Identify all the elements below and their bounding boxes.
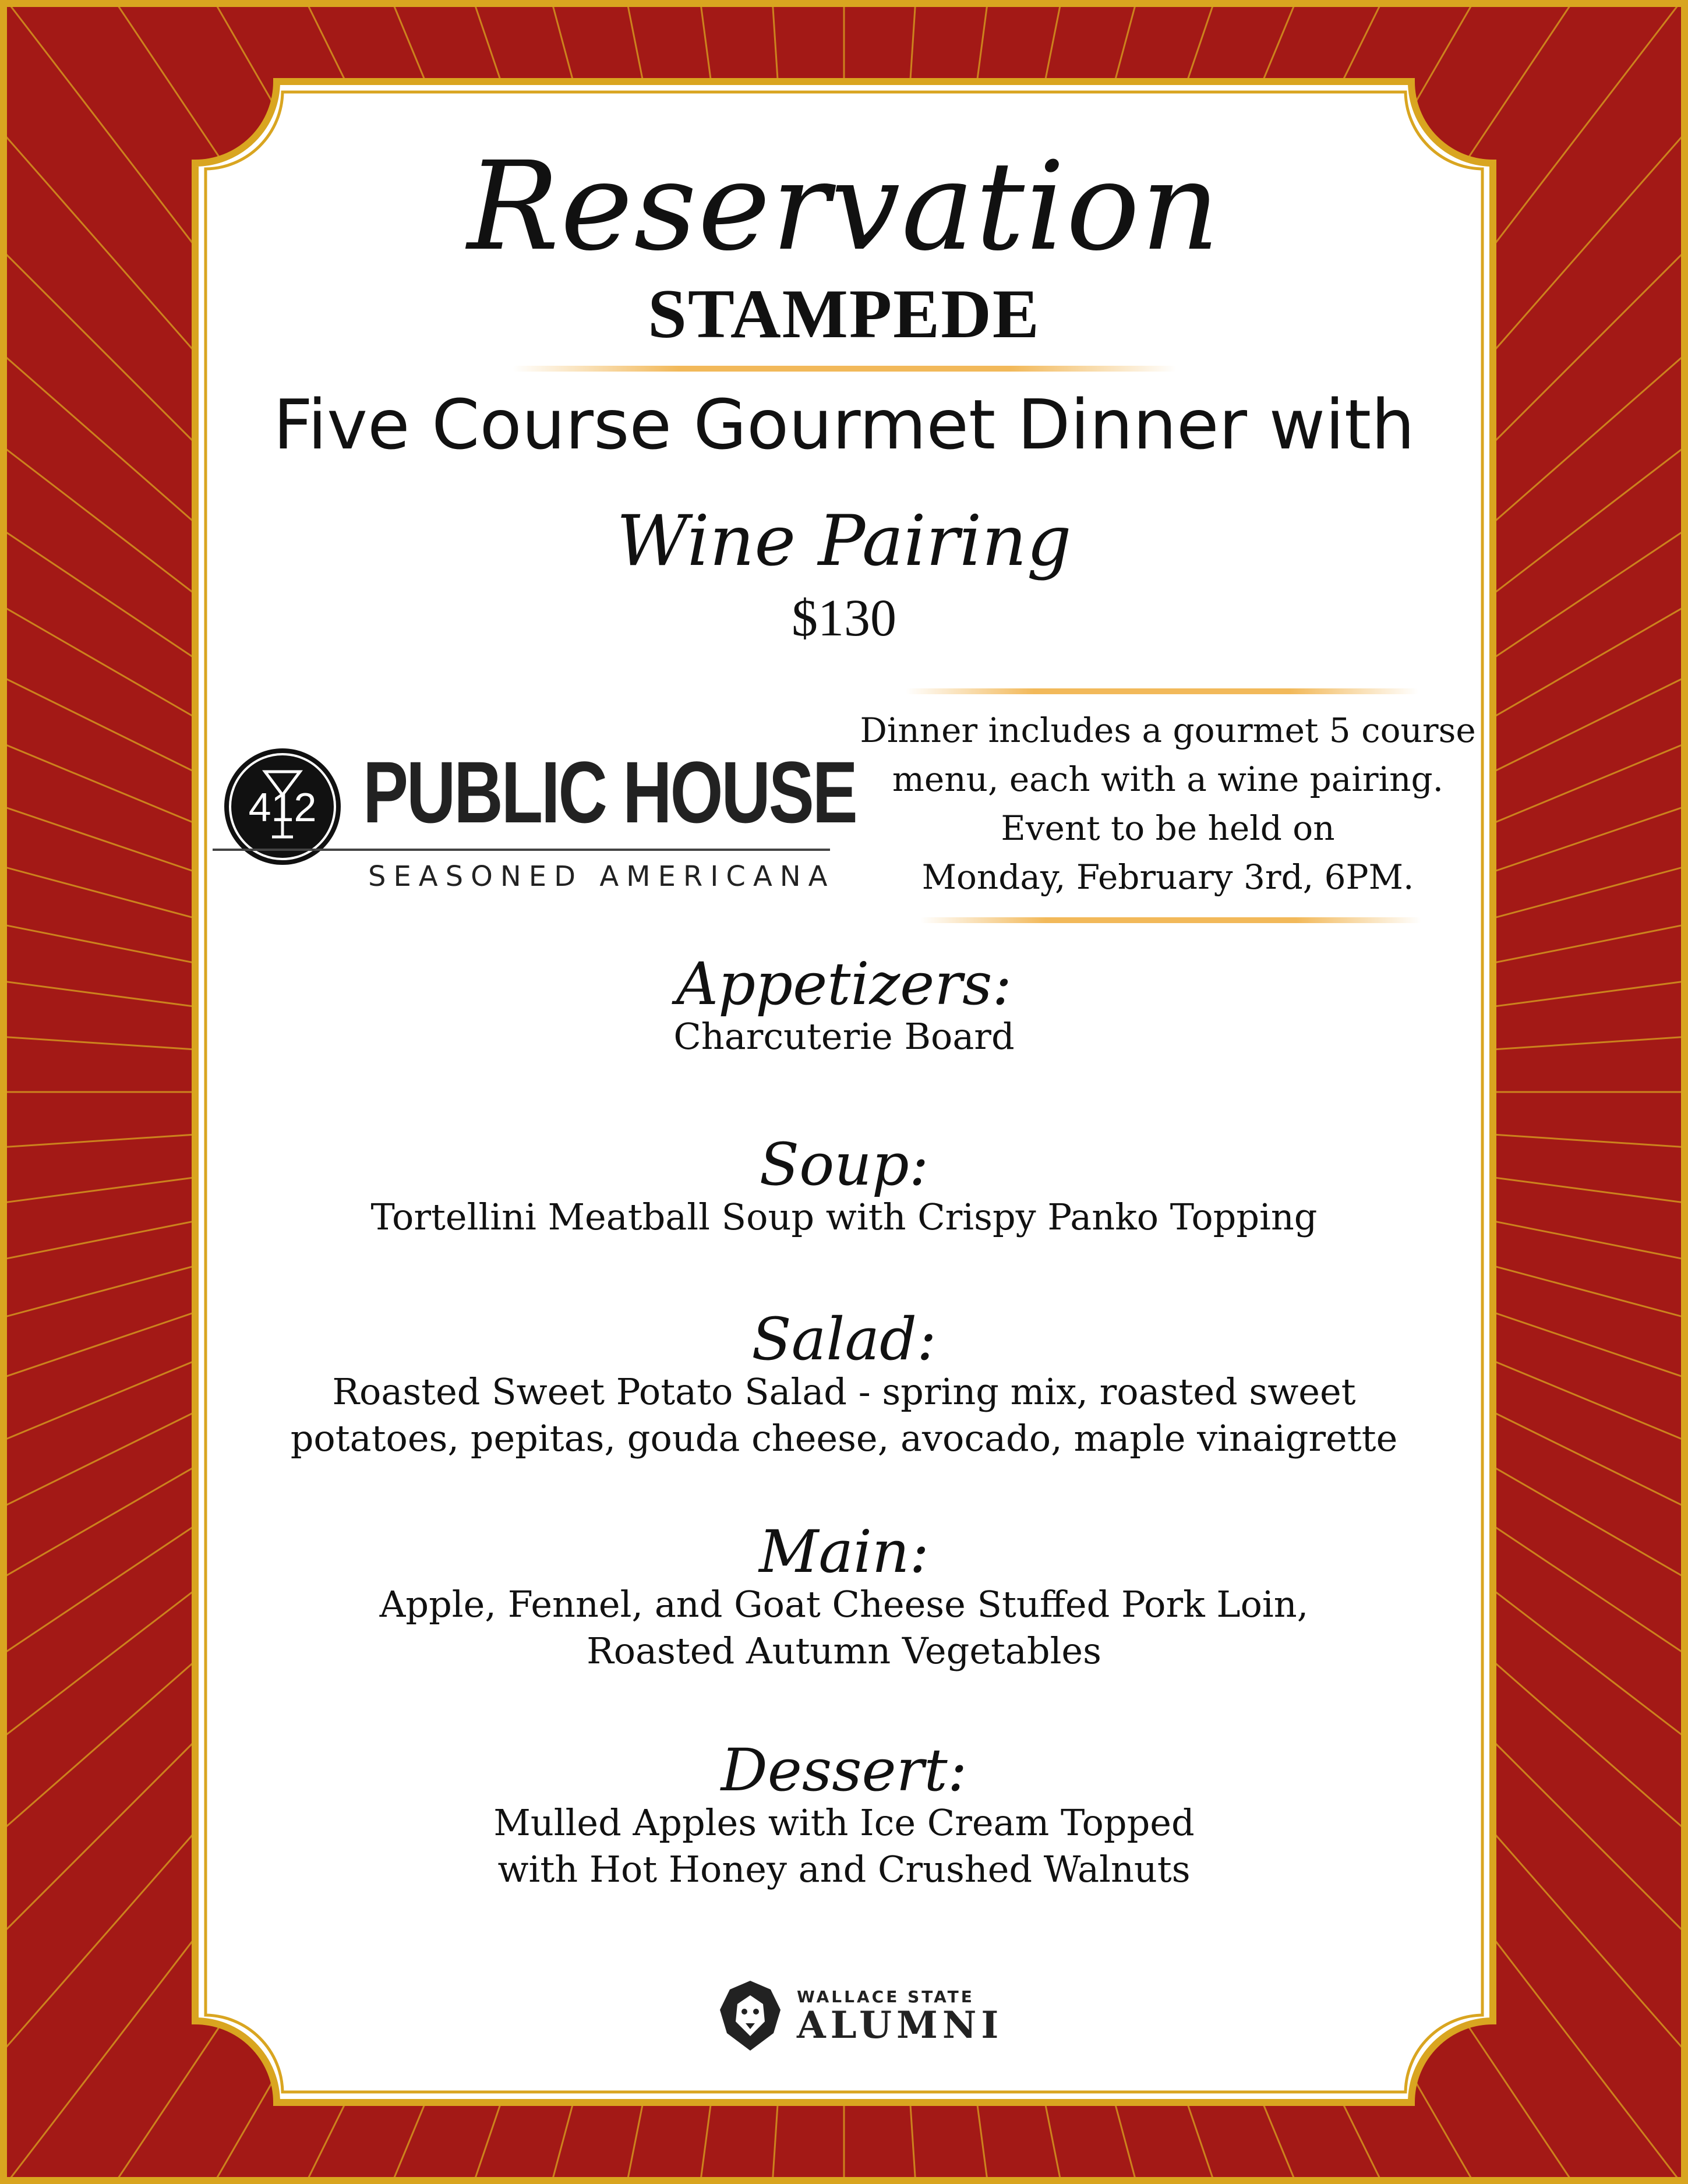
course-line: Mulled Apples with Ice Cream Topped [493,1801,1195,1844]
logo-tagline: SEASONED AMERICANA [368,860,835,893]
info-bottom-rule [920,917,1421,923]
info-line: Monday, February 3rd, 6PM. [921,857,1414,897]
info-line: menu, each with a wine pairing. [892,759,1444,799]
course-line: potatoes, pepitas, gouda cheese, avocado, maple vinaigrette [290,1417,1398,1459]
title-block: STAMPEDE [648,275,1040,352]
alumni-big-text: ALUMNI [797,2003,1004,2047]
logo-underline [213,849,830,851]
martini-badge-icon [224,748,341,865]
title-divider [513,366,1177,372]
course-line: Tortellini Meatball Soup with Crispy Panko Topping [370,1196,1318,1238]
course-heading: Main: [758,1518,930,1586]
course-soup [0,1130,1688,1241]
alumni-small-text: WALLACE STATE [797,1987,974,2006]
headline: Five Course Gourmet Dinner with [273,384,1415,465]
info-top-rule [906,688,1418,694]
course-dessert [0,1736,1688,1893]
info-line: Dinner includes a gourmet 5 course [860,711,1476,750]
course-line: Apple, Fennel, and Goat Cheese Stuffed Pork Loin, [379,1583,1309,1625]
info-line: Event to be held on [1001,808,1335,848]
course-appetizers [0,950,1688,1060]
public-house-logo [213,737,856,897]
course-line: Roasted Sweet Potato Salad - spring mix, roasted sweet [332,1370,1356,1413]
course-heading: Soup: [759,1130,929,1199]
price: $130 [792,589,896,647]
headline-script: Wine Pairing [616,501,1072,582]
martini-glass-icon [224,748,341,865]
wallace-state-alumni-logo [715,1974,1004,2056]
course-heading: Salad: [751,1305,937,1373]
course-heading: Dessert: [721,1736,967,1804]
course-main [0,1518,1688,1674]
course-heading: Appetizers: [676,950,1012,1018]
course-salad [0,1305,1688,1462]
course-line: Charcuterie Board [673,1015,1015,1058]
badge-number: 412 [248,784,317,830]
logo-name: PUBLIC HOUSE [363,743,856,841]
lion-icon [715,1978,785,2054]
course-line: with Hot Honey and Crushed Walnuts [497,1848,1191,1890]
title-script: Reservation [467,135,1221,278]
course-line: Roasted Autumn Vegetables [587,1630,1101,1672]
event-info [818,706,1517,902]
